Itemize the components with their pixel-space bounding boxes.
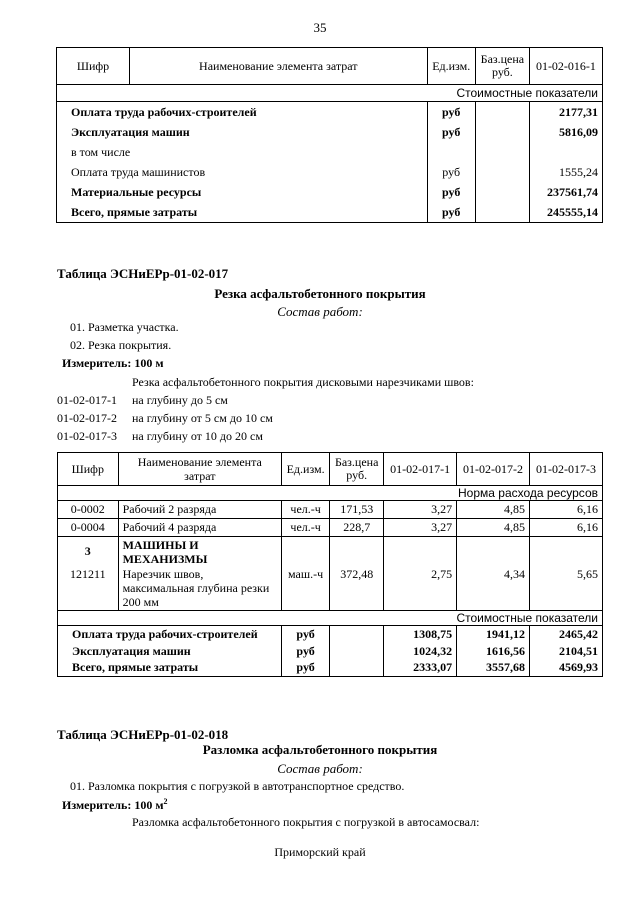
measure-superscript: 2 — [163, 797, 168, 806]
table-row: Всего, прямые затраты руб 2333,07 3557,68 4569,93 — [58, 660, 603, 677]
header-name: Наименование элемента затрат — [130, 48, 427, 85]
section-label: Стоимостные показатели — [57, 85, 603, 102]
item-code: 01-02-017-3 — [57, 429, 117, 443]
footer-region: Приморский край — [274, 845, 366, 859]
works-label-018: Состав работ: — [277, 761, 363, 776]
header-col-017-2: 01-02-017-2 — [457, 453, 530, 486]
section-heading-017: Резка асфальтобетонного покрытия — [214, 286, 426, 301]
header-name: Наименование элемента затрат — [118, 453, 281, 486]
table-title-017: Таблица ЭСНиЕРр-01-02-017 — [57, 266, 229, 281]
header-col-016-1: 01-02-016-1 — [529, 48, 602, 85]
header-col-017-3: 01-02-017-3 — [530, 453, 603, 486]
header-price: Баз.цена руб. — [475, 48, 529, 85]
item-text: на глубину от 5 см до 10 см — [132, 411, 273, 425]
header-unit: Ед.изм. — [281, 453, 329, 486]
description-018: Разломка асфальтобетонного покрытия с погрузкой в автосамосвал: — [132, 815, 480, 829]
measure-017: Измеритель: 100 м — [62, 356, 164, 370]
table-row: Материальные ресурсы руб 237561,74 — [57, 182, 603, 202]
table-title-018: Таблица ЭСНиЕРр-01-02-018 — [57, 727, 229, 742]
header-code: Шифр — [57, 48, 130, 85]
table-row: Оплата труда рабочих-строителей руб 1308,75 1941,12 2465,42 — [58, 626, 603, 643]
cost-label: Стоимостные показатели — [58, 611, 603, 626]
header-price: Баз.цена руб. — [330, 453, 384, 486]
resource-table-01-02-017 — [57, 452, 603, 677]
table-row: Эксплуатация машин руб 5816,09 — [57, 122, 603, 142]
description-017: Резка асфальтобетонного покрытия дисковыми нарезчиками швов: — [132, 375, 474, 389]
measure-018: Измеритель: 100 $м^2$ — [62, 797, 168, 812]
work-item: 02. Резка покрытия. — [70, 338, 172, 352]
header-col-017-1: 01-02-017-1 — [384, 453, 457, 486]
item-text: на глубину до 5 см — [132, 393, 228, 407]
table-row: Всего, прямые затраты руб 245555,14 — [57, 202, 603, 223]
works-label-017: Состав работ: — [277, 304, 363, 319]
item-code: 01-02-017-2 — [57, 411, 117, 425]
work-item: 01. Разломка покрытия с погрузкой в автотранспортное средство. — [70, 779, 405, 793]
table-row: 0-0004 Рабочий 4 разряда чел.-ч 228,7 3,27 4,85 6,16 — [58, 519, 603, 537]
table-row: Оплата труда машинистов руб 1555,24 — [57, 162, 603, 182]
table-row: 0-0002 Рабочий 2 разряда чел.-ч 171,53 3,27 4,85 6,16 — [58, 501, 603, 519]
table-row: Эксплуатация машин руб 1024,32 1616,56 2104,51 — [58, 643, 603, 660]
item-text: на глубину от 10 до 20 см — [132, 429, 263, 443]
table-row: 121211 Нарезчик швов, максимальная глубина резки 200 мм маш.-ч 372,48 2,75 4,34 5,65 — [58, 567, 603, 611]
table-row: 3 МАШИНЫ И МЕХАНИЗМЫ — [58, 537, 603, 567]
table-row: в том числе — [57, 142, 603, 162]
table-row: Оплата труда рабочих-строителей руб 2177,31 — [57, 102, 603, 123]
cost-table-01-02-016 — [56, 47, 603, 223]
work-item: 01. Разметка участка. — [70, 320, 179, 334]
item-code: 01-02-017-1 — [57, 393, 117, 407]
page-number: 35 — [313, 20, 327, 35]
header-code: Шифр — [58, 453, 119, 486]
norm-label: Норма расхода ресурсов — [58, 486, 603, 501]
header-unit: Ед.изм. — [427, 48, 475, 85]
section-heading-018: Разломка асфальтобетонного покрытия — [202, 742, 438, 757]
